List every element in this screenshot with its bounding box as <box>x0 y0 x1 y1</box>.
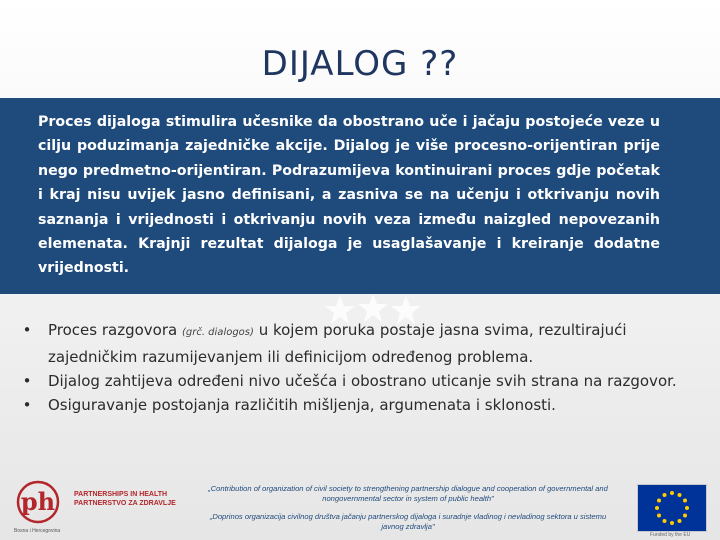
project-title-bs: „Doprinos organizacija civilnog društva jačanju partnerskog dijaloga i suradnje vladinog i nevladinog sektora u sistemu javnog zdravlja" <box>209 512 607 531</box>
bullet-marker: • <box>22 372 32 390</box>
list-item <box>20 369 690 393</box>
logo-line1: PARTNERSHIPS IN HEALTH <box>74 491 168 498</box>
eu-caption: Funded by the EU <box>650 532 691 538</box>
logo-line2: PARTNERSTVO ZA ZDRAVLJE <box>74 500 176 507</box>
bullet-note: (grč. dialogos) <box>181 327 254 338</box>
bullet-marker: • <box>22 396 32 414</box>
definition-panel <box>0 98 720 294</box>
list-item <box>20 393 690 417</box>
slide-title: DIJALOG ?? <box>261 44 459 84</box>
bullet-text: u kojem poruka postaje jasna svima, rezultirajući zajedničkim razumijevanjem ili definicijom određenog problema. <box>48 321 627 366</box>
project-title-en: „Contribution of organization of civil society to strengthening partnership dialogue and cooperation of governmental and nongovernmental sector in system of public health" <box>208 484 608 503</box>
bullet-marker: • <box>22 321 32 339</box>
list-item <box>20 318 690 369</box>
bullet-text: Dijalog zahtijeva određeni nivo učešća i obostrano uticanje svih strana na razgovor. <box>48 372 677 390</box>
ph-logo-icon <box>8 480 72 524</box>
definition-text: Proces dijaloga stimulira učesnike da obostrano uče i jačaju postojeće veze u cilju poduzimanja zajedničke akcije. Dijalog je više procesno-orijentiran prije nego predmetno-orijentiran. Podrazumijeva kontinuirani proces gdje početak i kraj nisu uvijek jasno definisani, a zasniva se na učenju i otkrivanju novih saznanja i vrijednosti i otkrivanju novih veza između naizgled nepovezanih elemenata. Krajnji rezultat dijaloga je usaglašavanje i kreiranje dodatne vrijednosti. <box>38 114 660 277</box>
bullet-list <box>20 318 690 417</box>
footer <box>0 472 720 540</box>
logo-subtitle: Bosna i Hercegovina <box>14 528 61 534</box>
logo-text <box>74 490 176 508</box>
bullet-text: Osiguravanje postojanja različitih mišljenja, argumenata i sklonosti. <box>48 396 556 414</box>
bullet-text: Proces razgovora <box>48 321 182 339</box>
logo-letters: ph <box>20 487 56 516</box>
eu-flag-icon <box>637 484 707 532</box>
